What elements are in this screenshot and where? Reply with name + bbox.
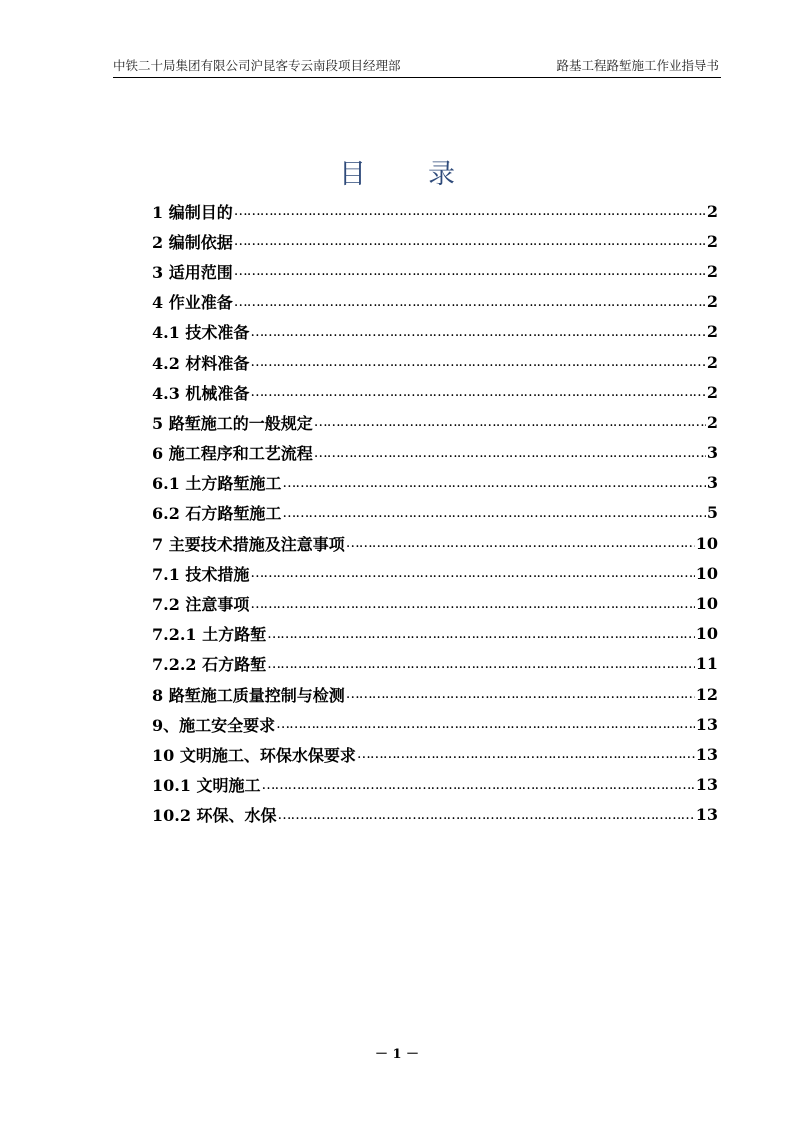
toc-leader-dots bbox=[267, 626, 695, 642]
toc-entry-label: 7.2.2 石方路堑 bbox=[152, 655, 267, 675]
toc-entry-label: 7.2.1 土方路堑 bbox=[152, 625, 267, 645]
toc-entry[interactable] bbox=[152, 196, 718, 226]
toc-entry-page: 2 bbox=[706, 261, 718, 281]
toc-title-char-2: 录 bbox=[428, 159, 455, 190]
toc-entry-page: 13 bbox=[695, 775, 718, 795]
toc-leader-dots bbox=[234, 233, 706, 249]
toc-entry-page: 13 bbox=[695, 805, 718, 825]
toc-entry-label: 7.2 注意事项 bbox=[152, 595, 250, 615]
toc-entry[interactable] bbox=[152, 649, 718, 679]
toc-entry[interactable] bbox=[152, 377, 718, 407]
toc-entry-page: 2 bbox=[706, 292, 718, 312]
toc-entry[interactable] bbox=[152, 226, 718, 256]
toc-entry[interactable] bbox=[152, 588, 718, 618]
toc-entry-page: 2 bbox=[706, 231, 718, 251]
toc-entry-page: 3 bbox=[706, 473, 718, 493]
toc-entry-page: 5 bbox=[706, 503, 718, 523]
toc-entry-label: 4.1 技术准备 bbox=[152, 323, 250, 343]
toc-leader-dots bbox=[276, 716, 695, 732]
toc-leader-dots bbox=[262, 777, 695, 793]
toc-leader-dots bbox=[250, 324, 705, 340]
header-document-title: 路基工程路堑施工作业指导书 bbox=[556, 58, 719, 73]
toc-leader-dots bbox=[346, 686, 695, 702]
toc-entry[interactable] bbox=[152, 770, 718, 800]
toc-entry-page: 2 bbox=[706, 352, 718, 372]
toc-entry-label: 6.2 石方路堑施工 bbox=[152, 504, 282, 524]
toc-entry-page: 10 bbox=[695, 624, 718, 644]
toc-leader-dots bbox=[234, 263, 706, 279]
toc-title bbox=[0, 152, 794, 191]
toc-leader-dots bbox=[278, 807, 695, 823]
toc-leader-dots bbox=[346, 535, 695, 551]
toc-entry[interactable] bbox=[152, 256, 718, 286]
toc-entry-label: 4.2 材料准备 bbox=[152, 353, 250, 373]
toc-entry-page: 10 bbox=[695, 563, 718, 583]
page-number: － 1 － bbox=[374, 1047, 420, 1062]
toc-leader-dots bbox=[250, 354, 705, 370]
toc-entry-label: 7 主要技术措施及注意事项 bbox=[152, 534, 345, 554]
toc-title-char-1: 目 bbox=[339, 159, 366, 190]
toc-entry-label: 10 文明施工、环保水保要求 bbox=[152, 745, 356, 765]
toc-leader-dots bbox=[234, 294, 706, 310]
toc-entry-label: 6.1 土方路堑施工 bbox=[152, 474, 282, 494]
toc-entry[interactable] bbox=[152, 468, 718, 498]
toc-entry[interactable] bbox=[152, 619, 718, 649]
toc-entry-label: 4.3 机械准备 bbox=[152, 383, 250, 403]
toc-entry-page: 10 bbox=[695, 594, 718, 614]
toc-entry-label: 10.2 环保、水保 bbox=[152, 806, 277, 826]
toc-entry-page: 2 bbox=[706, 201, 718, 221]
toc-entry-page: 12 bbox=[695, 684, 718, 704]
toc-entry-label: 8 路堑施工质量控制与检测 bbox=[152, 685, 345, 705]
toc-entry-label: 10.1 文明施工 bbox=[152, 776, 261, 796]
toc-entry-page: 13 bbox=[695, 744, 718, 764]
toc-entry[interactable] bbox=[152, 709, 718, 739]
toc-entry-label: 4 作业准备 bbox=[152, 293, 233, 313]
toc-entry-page: 11 bbox=[695, 654, 718, 674]
toc-entry[interactable] bbox=[152, 498, 718, 528]
toc-entry[interactable] bbox=[152, 287, 718, 317]
toc-entry[interactable] bbox=[152, 739, 718, 769]
toc-entry-label: 3 适用范围 bbox=[152, 262, 233, 282]
toc-entry-page: 2 bbox=[706, 412, 718, 432]
toc-entry-label: 6 施工程序和工艺流程 bbox=[152, 444, 313, 464]
toc-leader-dots bbox=[250, 596, 694, 612]
toc-entry[interactable] bbox=[152, 679, 718, 709]
toc-entry-page: 2 bbox=[706, 382, 718, 402]
toc-leader-dots bbox=[282, 475, 705, 491]
toc-leader-dots bbox=[314, 445, 706, 461]
toc-entry-page: 10 bbox=[695, 533, 718, 553]
toc-entry[interactable] bbox=[152, 347, 718, 377]
table-of-contents bbox=[152, 196, 718, 830]
toc-leader-dots bbox=[234, 203, 706, 219]
toc-entry[interactable] bbox=[152, 317, 718, 347]
header-organization: 中铁二十局集团有限公司沪昆客专云南段项目经理部 bbox=[113, 58, 401, 73]
toc-entry-page: 13 bbox=[695, 714, 718, 734]
toc-leader-dots bbox=[357, 746, 695, 762]
toc-leader-dots bbox=[314, 414, 706, 430]
page-header bbox=[113, 55, 721, 78]
toc-leader-dots bbox=[250, 384, 705, 400]
toc-entry[interactable] bbox=[152, 558, 718, 588]
toc-entry[interactable] bbox=[152, 407, 718, 437]
toc-leader-dots bbox=[250, 565, 694, 581]
toc-leader-dots bbox=[282, 505, 705, 521]
toc-entry[interactable] bbox=[152, 528, 718, 558]
toc-entry[interactable] bbox=[152, 438, 718, 468]
toc-entry-page: 3 bbox=[706, 443, 718, 463]
toc-entry-label: 1 编制目的 bbox=[152, 202, 233, 222]
toc-entry-label: 7.1 技术措施 bbox=[152, 564, 250, 584]
toc-entry-page: 2 bbox=[706, 322, 718, 342]
toc-entry-label: 9、施工安全要求 bbox=[152, 715, 276, 735]
toc-leader-dots bbox=[267, 656, 695, 672]
toc-entry-label: 2 编制依据 bbox=[152, 232, 233, 252]
toc-entry-label: 5 路堑施工的一般规定 bbox=[152, 413, 313, 433]
toc-entry[interactable] bbox=[152, 800, 718, 830]
